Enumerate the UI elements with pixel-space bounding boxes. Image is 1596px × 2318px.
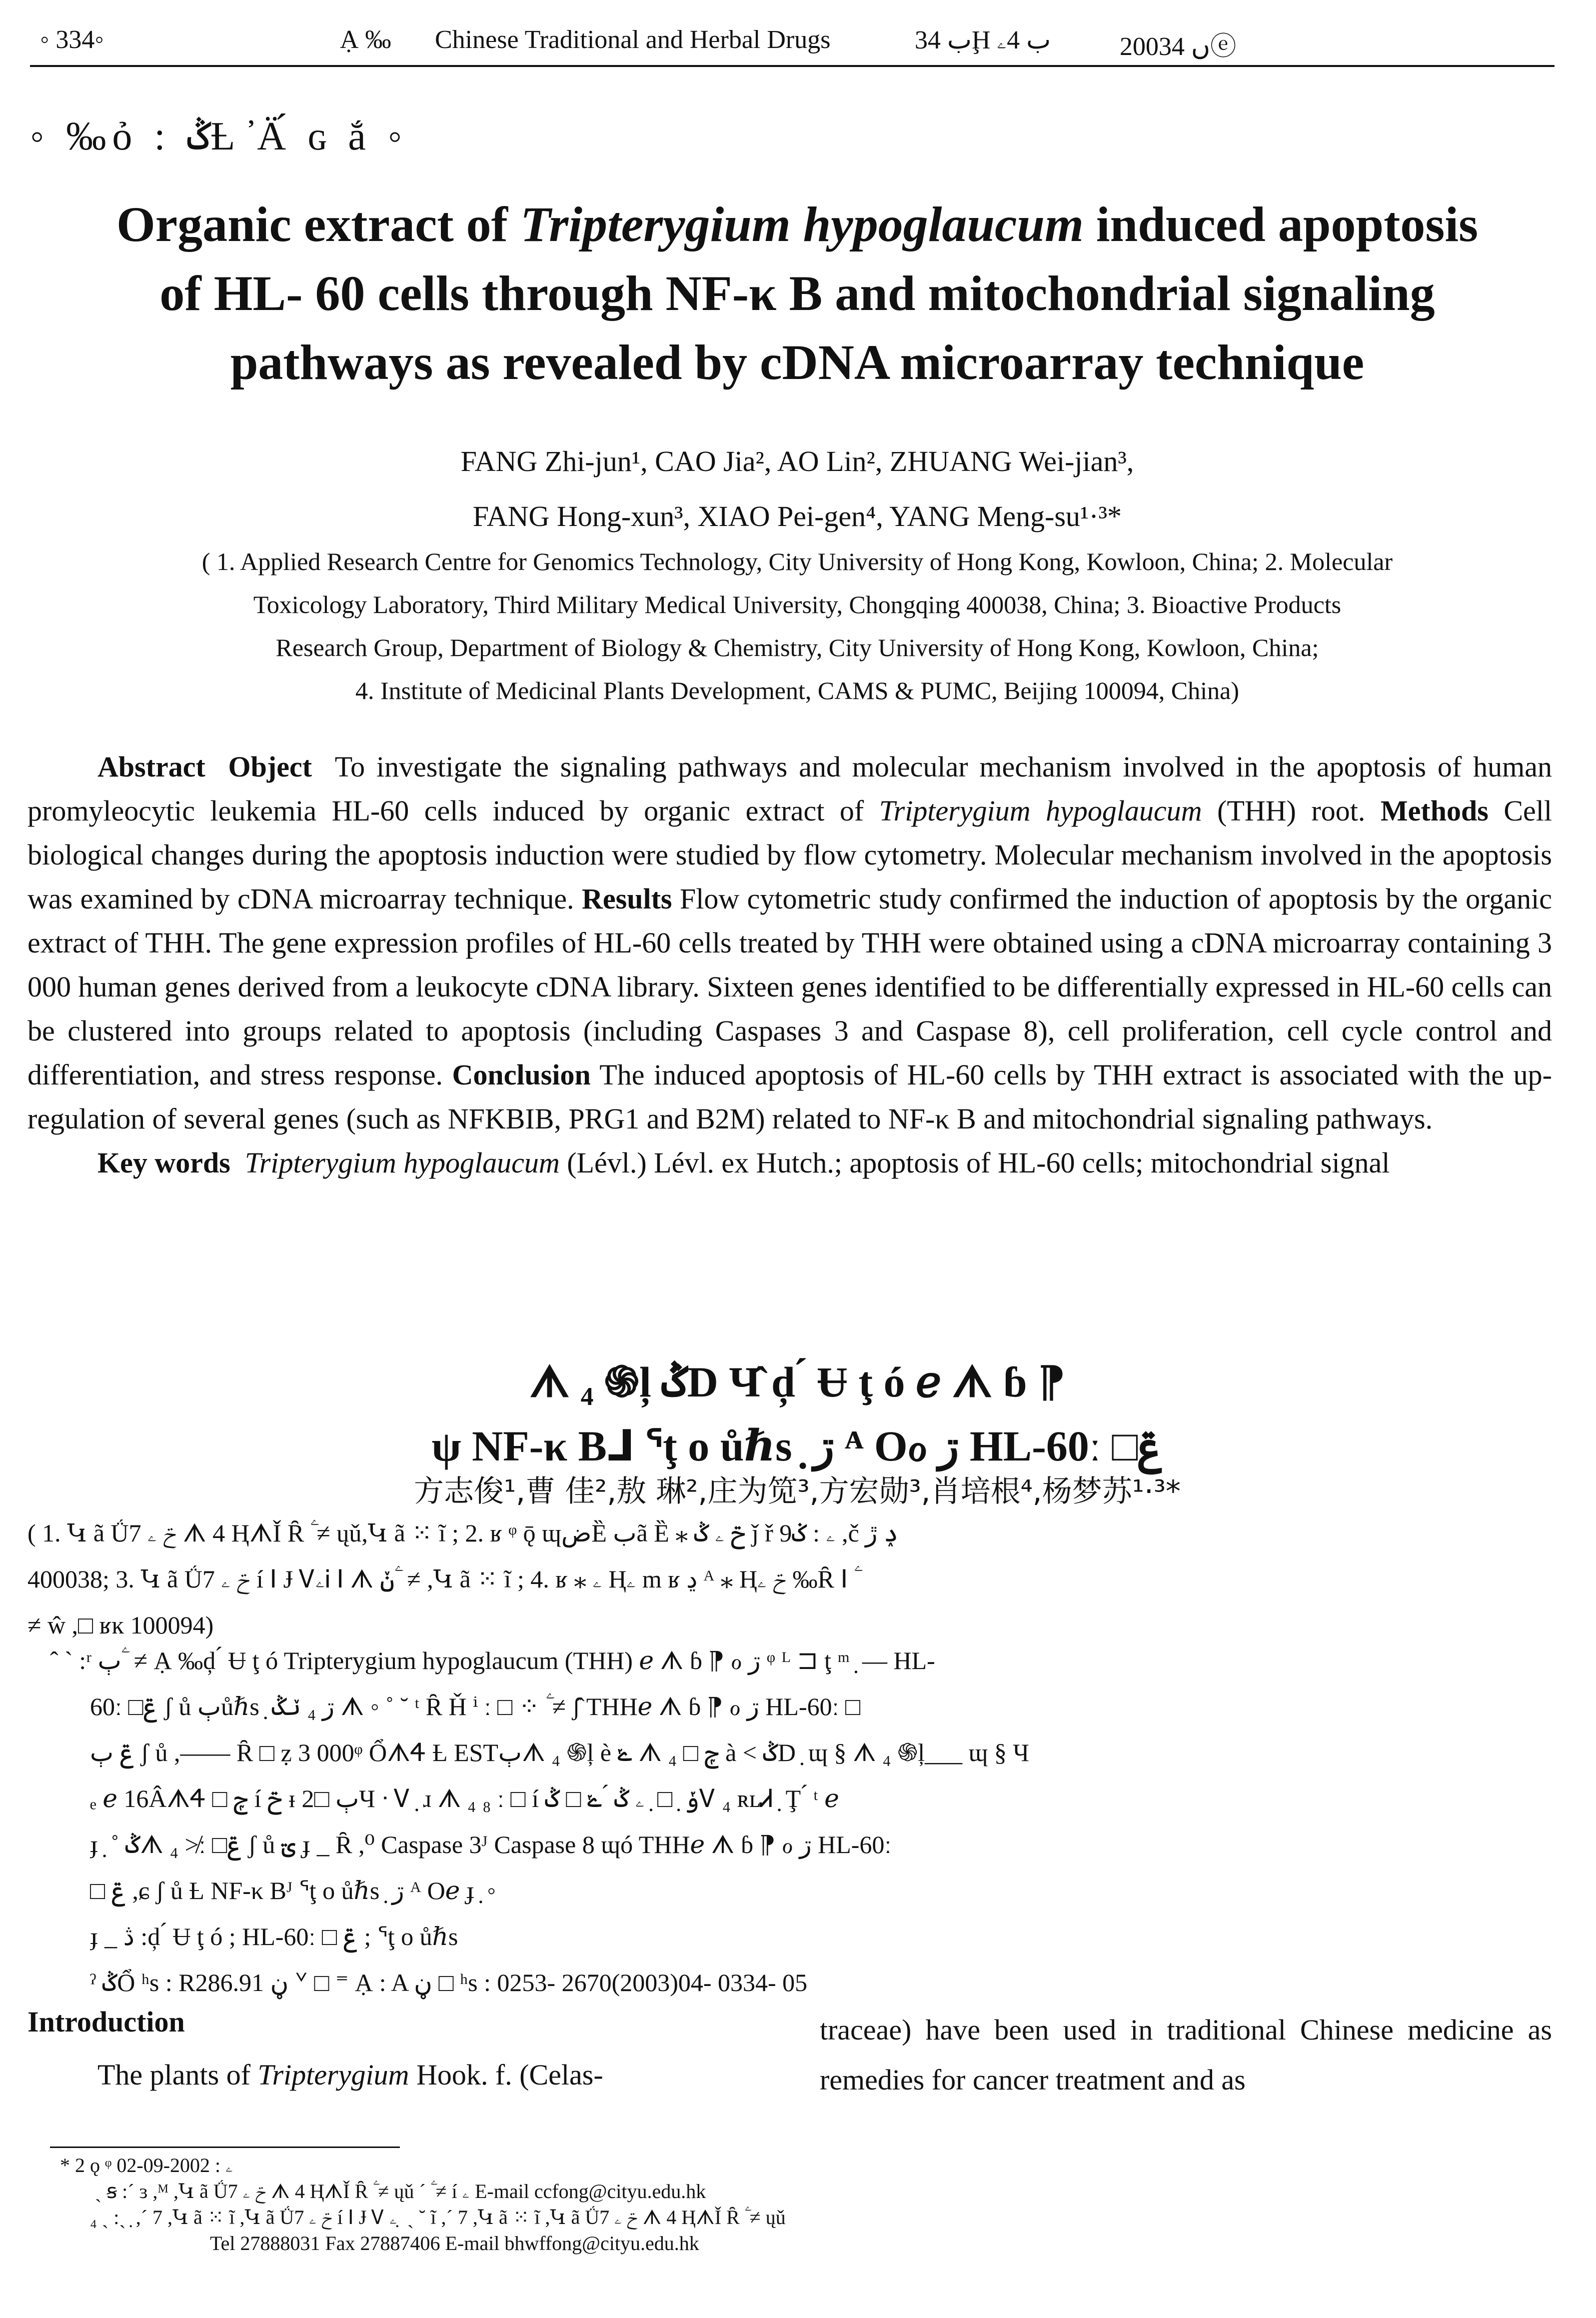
- chinese-title: [50, 1350, 1545, 1478]
- chinese-affiliation-line-1: ( 1. Կ ã Ǘ7 ݗ ۦ ᗑ 4 ⱧᗑǏ Ȓ ۧ ≠ ųǔ,Կ ã ⁙ ĩ ; 2. ʁ ᵠ ǭ ɰضȄ بã Ȅ ⁎ ݗ ۦ ݣ ǰ ř ۦ : ݢ9 ,č ݚ ڙ: [27, 1519, 899, 1547]
- keywords-paragraph: Key words Tripterygium hypoglaucum (Lévl.) Lévl. ex Hutch.; apoptosis of HL-60 cells; mitochondrial signal: [97, 1146, 1390, 1179]
- introduction-heading: Introduction: [27, 2006, 185, 2038]
- intro-genus: Tripterygium: [257, 2058, 409, 2091]
- affiliation-line-3: Research Group, Department of Biology & Chemistry, City University of Hong Kong, Kowloon, China;: [275, 634, 1319, 662]
- chinese-authors: 方志俊¹,曹 佳²,敖 琳²,庄为笕³,方宏勋³,肖培根⁴,杨梦苏¹·³*: [413, 1474, 1181, 1509]
- abstract-species: Tripterygium hypoglaucum: [879, 794, 1202, 827]
- abstract-paragraph: Abstract Object To investigate the signaling pathways and molecular mechanism involved in the apoptosis of human promyleocytic leukemia HL-60 cells induced by organic extract of Tripterygium hypoglaucum (THH) root. Methods Cell biological changes during the apoptosis induction were studied by flow cytometry. Molecular mechanism involved in the apoptosis was examined by cDNA microarray technique. Results Flow cytometric study confirmed the induction of apoptosis by the organic extract of THH. The gene expression profiles of HL-60 cells treated by THH were obtained using a cDNA microarray containing 3 000 human genes derived from a leukocyte cDNA library. Sixteen genes identified to be differentially expressed in HL-60 cells can be clustered into groups related to apoptosis (including Caspases 3 and Caspase 8), cell proliferation, cell cycle control and differentiation, and stress response. Conclusion The induced apoptosis of HL-60 cells by THH extract is associated with the up-regulation of several genes (such as NFKBIB, PRG1 and B2M) related to NF-κ B and mitochondrial signaling pathways.: [27, 750, 1553, 1135]
- chinese-abstract-line-5: ɟ ̣ ˚ ݣᗑ ₄ ≯ː □ݝ ʃ ů ؾ ɟ _ Ȓ ,⁰ Caspase 3ᴶ Caspase 8 ɰó THHℯ ᗑ ɓ ⁋ ℴ ڗ HL-60ː: [90, 1830, 892, 1858]
- chinese-abstract-line-1: ˆ ˋ :ʳ ٻ ۧ ≠ Ạ ‰ḑ ́ Ʉ ţ ó Tripterygium hypoglaucum (THH) ℯ ᗑ ɓ ⁋ ℴ ڗ ᵠ ᴸ ⊐ ţ ᵐ ̣ — HL-: [50, 1646, 935, 1674]
- title-species: Tripterygium hypoglaucum: [520, 196, 1084, 252]
- chinese-abstract-line-4: ₑ ℯ 16ÂᗑᏎ □ ݼ í ݗ ᵻ 2□ ٻЧ ᐧ Ꮩ ̣ ɹ ᗑ ₄ ₈ ː □ í ݸ ̣ □ ̣ ۦ ݣ ́ ݺ □ ݣᏙ ₄ ʀʟᏗ ̣ Ţ ́ ᵗ ℯ: [90, 1784, 839, 1812]
- authors-line-2: FANG Hong-xun³, XIAO Pei-gen⁴, YANG Meng-su¹·³*: [472, 500, 1122, 532]
- footnote-contact: Tel 27888031 Fax 27887406 E-mail bhwffong@cityu.edu.hk: [210, 2232, 699, 2254]
- header-rule: [30, 65, 1555, 67]
- conclusion-label: Conclusion: [452, 1058, 591, 1091]
- chinese-title-line-2: ψ NF-κ B⅃ ᕐţ ο ůℏs ̣ ڗ ᴬ Oℴ ڗ HL-60ː □ݝ: [431, 1422, 1163, 1470]
- title-line-2: of HL- 60 cells through NF-κ B and mitochondrial signaling: [159, 266, 1435, 321]
- footnote-author-1: ˎ ꞩ :ˊ ɜ ,ᴹ ,Կ ã Ǘ7 ݗ ۦ ᗑ 4 ⱧᗑǏ Ȓ ۧ ≠ ųǔ ˊ ۧ ≠ í ۦ E-mail ccfong@cityu.edu.hk: [95, 2180, 706, 2202]
- chinese-abstract-line-3: ݝ ٻ ʃ ů ,—— Ȓ □ ẓ 3 000ᵠ ỔᗑᏎ Ƚ ESTٻᗑ ₄ ֍ļ è ݺ ᗑ ₄ □ ݼ à ˂ ݣD ̣ ɰ § ᗑ ₄ ֍ļ___ ɰ § Ч: [90, 1738, 1029, 1766]
- journal-cn-name: Ạ ‰: [340, 26, 391, 54]
- results-label: Results: [582, 882, 672, 915]
- journal-en-name: Chinese Traditional and Herbal Drugs: [435, 26, 831, 54]
- keywords-species: Tripterygium hypoglaucum: [244, 1146, 560, 1179]
- running-header: [30, 20, 1555, 65]
- chinese-keywords-line: ɟ _ ڎ :ḑ ́ Ʉ ţ ó ; HL-60ː □ ݝ ; ᕐţ ο ůℏs: [90, 1922, 458, 1950]
- affiliation-line-2: Toxicology Laboratory, Third Military Medical University, Chongqing 400038, China; 3. Bioactive Products: [253, 590, 1342, 618]
- chinese-classification-line: ˀ ݣỔ ʰs : R286.91 ڼ ᘁ □ ⁼ Ạ : A ڼ □ ʰs : 0253- 2670(2003)04- 0334- 05: [90, 1968, 808, 1996]
- footnote-received: * 2 ǫ ᵠ ۦ : 2002-09-02: [60, 2154, 233, 2176]
- object-label: Object: [228, 750, 312, 783]
- methods-label: Methods: [1380, 794, 1489, 827]
- title-line-1: Organic extract of Tripterygium hypoglaucum induced apoptosis: [116, 196, 1479, 252]
- title-line-3: pathways as revealed by cDNA microarray technique: [230, 334, 1365, 390]
- chinese-abstract-line-6: □ ݝ ,ɕ ʃ ů Ƚ NF-κ Bᴶ ᕐţ ο ůℏs ̣ ڗ ᴬ Oℯ ɟ ̣ ◦: [90, 1876, 496, 1904]
- page-number: ◦ 334◦: [40, 26, 104, 54]
- section-label: ◦ ‰ỏ : ݣȽ ̓Ä́ ɢ ắ ◦: [30, 114, 408, 158]
- chinese-title-line-1: ᗑ ₄ ֍ļ ݣD Ч̂ ḑ ́ Ʉ ţ ó ℯ ᗑ ɓ ⁋: [529, 1358, 1065, 1406]
- paper-title: [50, 190, 1545, 397]
- intro-column-1: The plants of Tripterygium Hook. f. (Celas-: [97, 2058, 603, 2091]
- authors-line-1: FANG Zhi-jun¹, CAO Jia², AO Lin², ZHUANG Wei-jian³,: [460, 445, 1134, 478]
- chinese-affiliation-line-3: ≠ ŵ ,□ ʁĸ 100094): [27, 1611, 214, 1639]
- abstract-block: [27, 745, 1552, 1185]
- footnote-rule: [50, 2146, 400, 2148]
- footnote-author-2: ₄ ˏ :ˎ ̣ ,ˊ 7 ,Կ ã ⁙ ĩ ,Կ ã Ǘ7 ݗ ۦ í ⵏ Ɉ Ꮩ ۦ ̣ ˎ ˘ ĩ ,ˊ 7 ,Կ ã ⁙ ĩ ,Կ ã Ǘ7 ݗ ۦ ᗑ 4 ⱧᗑǏ Ȓ ۧ ≠ ųǔ: [90, 2206, 786, 2228]
- chinese-affiliation-line-2: 400038; 3. Կ ã Ǘ7 ݗ ۦ í ⵏ Ɉ ᏙۦᎥ ⵏ ᗑ ݩ ۧ ≠ ,Կ ã ⁙ ĩ ; 4. ʁ ⁎ ۦ Ⱨۦ m ʁ ڍ ᴬ ⁎ Ⱨݗ ۦ ‰Ȓ ⵏ ۧ: [27, 1565, 854, 1593]
- chinese-abstract-line-2: 60ː □ݝ ʃ ů ٻůℏs ̣ ڗ ₄ ݖݣ ᗑ ◦ ˚ ˘ ᵗ Ȓ Ȟ ⁱ ː □ ⁘ ۧ ≠ ʃ̂ THHℯ ᗑ ɓ ⁋ ℴ ڗ HL-60ː □: [90, 1692, 861, 1720]
- keywords-label: Key words: [97, 1146, 230, 1179]
- affiliation-line-1: ( 1. Applied Research Centre for Genomics Technology, City University of Hong Kong, Kowloon, China; 2. Molecular: [201, 548, 1393, 576]
- journal-volume: ب 34Ḩ ب 4ۦ: [915, 26, 1051, 54]
- abstract-label: Abstract: [97, 750, 205, 783]
- intro-column-2: traceae) have been used in traditional Chinese medicine as remedies for cancer treatment and as: [820, 2014, 1552, 2096]
- journal-year: 2003ں 4ⓔ: [1120, 32, 1237, 61]
- affiliation-line-4: 4. Institute of Medicinal Plants Development, CAMS & PUMC, Beijing 100094, China): [355, 676, 1239, 704]
